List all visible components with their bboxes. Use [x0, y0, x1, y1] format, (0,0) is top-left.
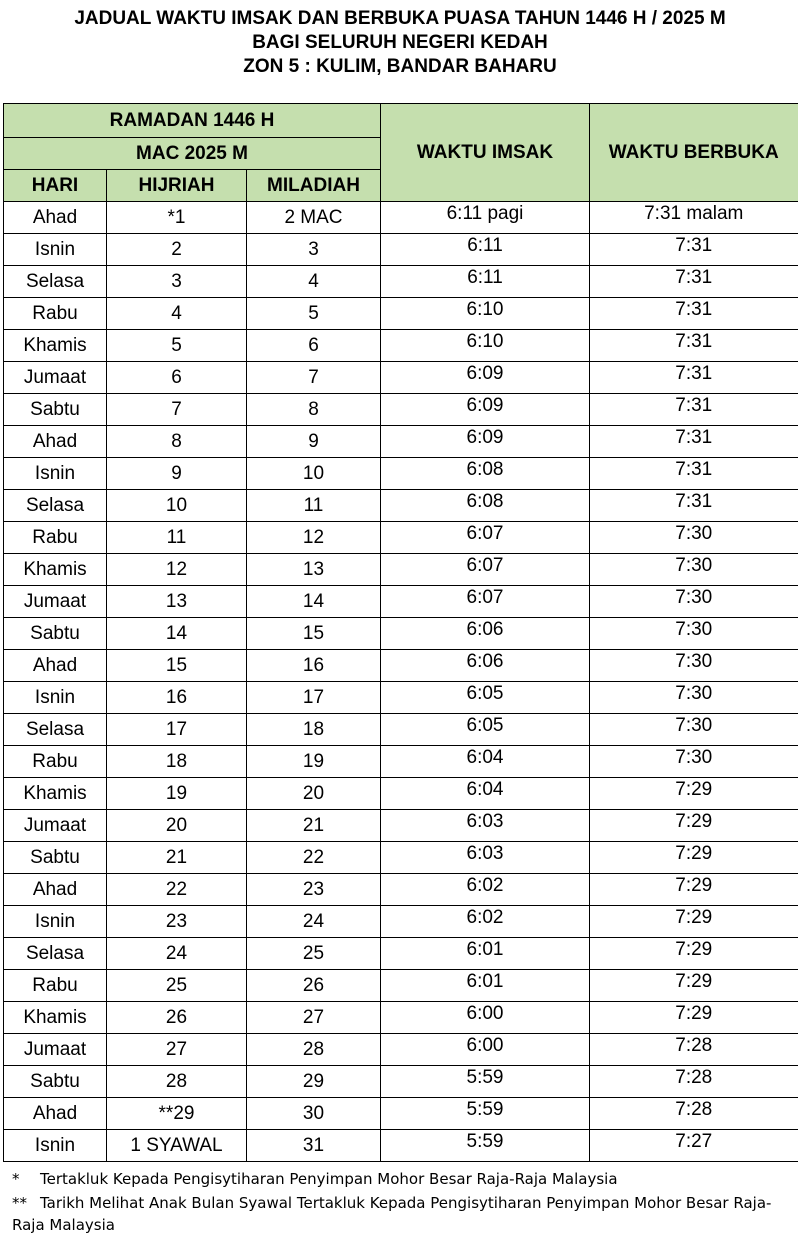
cell-hijriah: 28: [107, 1066, 247, 1098]
header-hari: HARI: [4, 170, 107, 202]
cell-berbuka: 7:31: [590, 458, 798, 490]
cell-imsak: 6:11: [381, 234, 590, 266]
table-row: [4, 490, 798, 522]
cell-miladiah: 10: [247, 458, 381, 490]
cell-miladiah: 27: [247, 1002, 381, 1034]
cell-imsak: 6:01: [381, 970, 590, 1002]
cell-hijriah: 3: [107, 266, 247, 298]
cell-hijriah: 26: [107, 1002, 247, 1034]
cell-hari: Sabtu: [4, 394, 107, 426]
cell-miladiah: 11: [247, 490, 381, 522]
cell-hijriah: 24: [107, 938, 247, 970]
cell-imsak: 6:09: [381, 426, 590, 458]
table-row: [4, 1130, 798, 1162]
table-row: [4, 330, 798, 362]
cell-hijriah: 12: [107, 554, 247, 586]
table-row: [4, 362, 798, 394]
cell-hari: Isnin: [4, 234, 107, 266]
cell-berbuka: 7:28: [590, 1098, 798, 1130]
cell-imsak: 6:00: [381, 1034, 590, 1066]
cell-hijriah: 1 SYAWAL: [107, 1130, 247, 1162]
cell-hari: Selasa: [4, 714, 107, 746]
cell-imsak: 6:03: [381, 842, 590, 874]
cell-berbuka: 7:31: [590, 394, 798, 426]
footnote-2: [12, 1192, 772, 1236]
table-row: [4, 298, 798, 330]
cell-miladiah: 21: [247, 810, 381, 842]
table-row: [4, 1034, 798, 1066]
cell-berbuka: 7:30: [590, 554, 798, 586]
header-ramadan: RAMADAN 1446 H: [4, 104, 381, 138]
cell-imsak: 6:02: [381, 874, 590, 906]
cell-hari: Selasa: [4, 938, 107, 970]
cell-berbuka: 7:28: [590, 1066, 798, 1098]
cell-hijriah: 15: [107, 650, 247, 682]
cell-hijriah: 16: [107, 682, 247, 714]
cell-hijriah: 23: [107, 906, 247, 938]
cell-berbuka: 7:31 malam: [590, 202, 798, 234]
header-hijriah: HIJRIAH: [107, 170, 247, 202]
cell-miladiah: 29: [247, 1066, 381, 1098]
cell-hari: Jumaat: [4, 586, 107, 618]
cell-berbuka: 7:30: [590, 714, 798, 746]
cell-miladiah: 6: [247, 330, 381, 362]
cell-hijriah: 18: [107, 746, 247, 778]
schedule-table-body: [4, 202, 798, 1162]
table-row: [4, 1098, 798, 1130]
cell-berbuka: 7:30: [590, 682, 798, 714]
footnote-1: [12, 1168, 618, 1190]
cell-berbuka: 7:30: [590, 586, 798, 618]
cell-imsak: 6:06: [381, 650, 590, 682]
header-month: MAC 2025 M: [4, 138, 381, 170]
cell-berbuka: 7:29: [590, 874, 798, 906]
table-row: [4, 554, 798, 586]
cell-berbuka: 7:30: [590, 746, 798, 778]
table-row: [4, 234, 798, 266]
cell-hijriah: 13: [107, 586, 247, 618]
cell-imsak: 6:09: [381, 362, 590, 394]
table-row: [4, 458, 798, 490]
cell-berbuka: 7:31: [590, 234, 798, 266]
cell-berbuka: 7:31: [590, 298, 798, 330]
cell-hijriah: 6: [107, 362, 247, 394]
cell-hari: Khamis: [4, 778, 107, 810]
cell-hijriah: 25: [107, 970, 247, 1002]
cell-imsak: 6:03: [381, 810, 590, 842]
cell-miladiah: 19: [247, 746, 381, 778]
cell-berbuka: 7:31: [590, 330, 798, 362]
cell-hijriah: **29: [107, 1098, 247, 1130]
table-row: [4, 714, 798, 746]
cell-berbuka: 7:29: [590, 970, 798, 1002]
cell-hari: Rabu: [4, 746, 107, 778]
cell-imsak: 6:05: [381, 714, 590, 746]
table-row: [4, 810, 798, 842]
table-row: [4, 906, 798, 938]
cell-hijriah: 5: [107, 330, 247, 362]
cell-berbuka: 7:31: [590, 266, 798, 298]
footnote-1-mark: *: [12, 1170, 20, 1188]
cell-miladiah: 2 MAC: [247, 202, 381, 234]
cell-hijriah: 21: [107, 842, 247, 874]
footnote-2-mark: **: [12, 1194, 27, 1212]
cell-hijriah: 27: [107, 1034, 247, 1066]
cell-hari: Isnin: [4, 1130, 107, 1162]
cell-hari: Sabtu: [4, 842, 107, 874]
cell-imsak: 6:08: [381, 490, 590, 522]
table-row: [4, 586, 798, 618]
cell-berbuka: 7:29: [590, 906, 798, 938]
cell-imsak: 6:07: [381, 586, 590, 618]
cell-berbuka: 7:28: [590, 1034, 798, 1066]
cell-hari: Ahad: [4, 650, 107, 682]
cell-imsak: 6:02: [381, 906, 590, 938]
cell-hijriah: 10: [107, 490, 247, 522]
table-row: [4, 682, 798, 714]
footnote-2-text: Tarikh Melihat Anak Bulan Syawal Tertakluk Kepada Pengisytiharan Penyimpan Mohor Besar Raja-Raja Malaysia: [12, 1194, 772, 1234]
cell-miladiah: 7: [247, 362, 381, 394]
page-title: JADUAL WAKTU IMSAK DAN BERBUKA PUASA TAHUN 1446 H / 2025 M: [74, 8, 726, 29]
cell-miladiah: 14: [247, 586, 381, 618]
cell-berbuka: 7:29: [590, 778, 798, 810]
cell-miladiah: 18: [247, 714, 381, 746]
table-row: [4, 202, 798, 234]
cell-imsak: 6:10: [381, 330, 590, 362]
cell-berbuka: 7:29: [590, 938, 798, 970]
table-row: [4, 746, 798, 778]
cell-imsak: 6:04: [381, 746, 590, 778]
cell-hari: Ahad: [4, 1098, 107, 1130]
header-miladiah: MILADIAH: [247, 170, 381, 202]
cell-imsak: 6:07: [381, 522, 590, 554]
table-row: [4, 778, 798, 810]
page-subtitle-zone: ZON 5 : KULIM, BANDAR BAHARU: [243, 56, 557, 77]
table-row: [4, 618, 798, 650]
page-subtitle-state: BAGI SELURUH NEGERI KEDAH: [252, 32, 548, 53]
cell-miladiah: 9: [247, 426, 381, 458]
cell-hijriah: 11: [107, 522, 247, 554]
cell-miladiah: 17: [247, 682, 381, 714]
cell-miladiah: 25: [247, 938, 381, 970]
cell-berbuka: 7:31: [590, 490, 798, 522]
table-row: [4, 266, 798, 298]
cell-hari: Sabtu: [4, 1066, 107, 1098]
cell-berbuka: 7:30: [590, 522, 798, 554]
cell-imsak: 5:59: [381, 1130, 590, 1162]
cell-hari: Sabtu: [4, 618, 107, 650]
table-row: [4, 874, 798, 906]
cell-hari: Rabu: [4, 522, 107, 554]
cell-hari: Isnin: [4, 906, 107, 938]
cell-hijriah: 2: [107, 234, 247, 266]
cell-hari: Ahad: [4, 874, 107, 906]
cell-imsak: 6:08: [381, 458, 590, 490]
cell-hijriah: 20: [107, 810, 247, 842]
cell-imsak: 6:00: [381, 1002, 590, 1034]
header-waktu-berbuka: WAKTU BERBUKA: [590, 104, 798, 202]
cell-hari: Ahad: [4, 426, 107, 458]
table-row: [4, 938, 798, 970]
cell-berbuka: 7:31: [590, 362, 798, 394]
cell-hari: Isnin: [4, 682, 107, 714]
cell-hari: Jumaat: [4, 362, 107, 394]
table-row: [4, 522, 798, 554]
table-row: [4, 1002, 798, 1034]
cell-imsak: 5:59: [381, 1098, 590, 1130]
cell-miladiah: 8: [247, 394, 381, 426]
cell-miladiah: 22: [247, 842, 381, 874]
cell-hari: Rabu: [4, 970, 107, 1002]
table-row: [4, 842, 798, 874]
cell-hijriah: 7: [107, 394, 247, 426]
table-row: [4, 970, 798, 1002]
cell-hijriah: *1: [107, 202, 247, 234]
cell-berbuka: 7:27: [590, 1130, 798, 1162]
cell-imsak: 6:07: [381, 554, 590, 586]
cell-imsak: 6:11: [381, 266, 590, 298]
cell-miladiah: 31: [247, 1130, 381, 1162]
cell-hari: Selasa: [4, 490, 107, 522]
cell-hari: Rabu: [4, 298, 107, 330]
footnote-1-text: Tertakluk Kepada Pengisytiharan Penyimpan Mohor Besar Raja-Raja Malaysia: [40, 1170, 618, 1188]
cell-miladiah: 5: [247, 298, 381, 330]
cell-hijriah: 8: [107, 426, 247, 458]
cell-miladiah: 13: [247, 554, 381, 586]
cell-hijriah: 9: [107, 458, 247, 490]
cell-miladiah: 30: [247, 1098, 381, 1130]
cell-imsak: 6:01: [381, 938, 590, 970]
cell-miladiah: 15: [247, 618, 381, 650]
cell-hijriah: 22: [107, 874, 247, 906]
cell-miladiah: 12: [247, 522, 381, 554]
cell-imsak: 6:09: [381, 394, 590, 426]
cell-imsak: 6:05: [381, 682, 590, 714]
cell-berbuka: 7:29: [590, 842, 798, 874]
cell-hari: Jumaat: [4, 1034, 107, 1066]
cell-miladiah: 24: [247, 906, 381, 938]
cell-imsak: 6:10: [381, 298, 590, 330]
cell-hari: Khamis: [4, 330, 107, 362]
cell-miladiah: 26: [247, 970, 381, 1002]
cell-hari: Ahad: [4, 202, 107, 234]
cell-imsak: 6:11 pagi: [381, 202, 590, 234]
cell-miladiah: 16: [247, 650, 381, 682]
cell-imsak: 5:59: [381, 1066, 590, 1098]
cell-hijriah: 4: [107, 298, 247, 330]
cell-hari: Khamis: [4, 1002, 107, 1034]
cell-berbuka: 7:29: [590, 810, 798, 842]
cell-hijriah: 19: [107, 778, 247, 810]
cell-miladiah: 20: [247, 778, 381, 810]
cell-miladiah: 4: [247, 266, 381, 298]
cell-miladiah: 28: [247, 1034, 381, 1066]
cell-hari: Isnin: [4, 458, 107, 490]
table-row: [4, 394, 798, 426]
cell-miladiah: 3: [247, 234, 381, 266]
cell-berbuka: 7:30: [590, 618, 798, 650]
cell-hari: Selasa: [4, 266, 107, 298]
cell-hijriah: 14: [107, 618, 247, 650]
cell-berbuka: 7:30: [590, 650, 798, 682]
cell-hijriah: 17: [107, 714, 247, 746]
table-row: [4, 426, 798, 458]
cell-miladiah: 23: [247, 874, 381, 906]
schedule-table: [3, 103, 798, 1162]
cell-berbuka: 7:31: [590, 426, 798, 458]
cell-imsak: 6:04: [381, 778, 590, 810]
header-waktu-imsak: WAKTU IMSAK: [381, 104, 590, 202]
cell-berbuka: 7:29: [590, 1002, 798, 1034]
cell-hari: Khamis: [4, 554, 107, 586]
cell-imsak: 6:06: [381, 618, 590, 650]
table-row: [4, 650, 798, 682]
table-row: [4, 1066, 798, 1098]
cell-hari: Jumaat: [4, 810, 107, 842]
